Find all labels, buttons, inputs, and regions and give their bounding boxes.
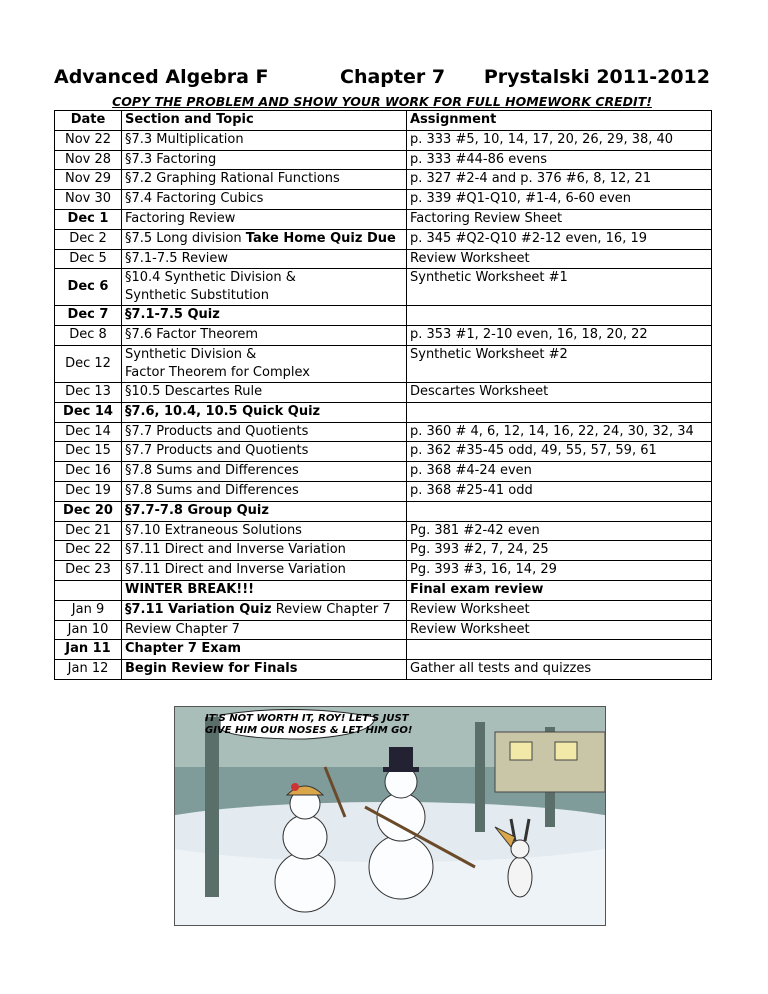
topic-text: Synthetic Division & bbox=[125, 346, 257, 362]
row-assignment: Gather all tests and quizzes bbox=[407, 660, 712, 680]
row-date: Dec 16 bbox=[55, 462, 122, 482]
table-row bbox=[55, 620, 712, 640]
table-row bbox=[55, 561, 712, 581]
row-assignment bbox=[407, 501, 712, 521]
header-topic: Section and Topic bbox=[122, 111, 407, 131]
row-topic bbox=[122, 481, 407, 501]
row-date: Nov 22 bbox=[55, 130, 122, 150]
table-row bbox=[55, 326, 712, 346]
row-topic bbox=[122, 326, 407, 346]
row-topic bbox=[122, 382, 407, 402]
table-row bbox=[55, 402, 712, 422]
row-topic bbox=[122, 660, 407, 680]
speech-line-1: IT'S NOT WORTH IT, ROY! LET'S JUST bbox=[205, 713, 409, 724]
row-assignment: Final exam review bbox=[407, 580, 712, 600]
row-topic bbox=[122, 620, 407, 640]
row-assignment: p. 345 #Q2-Q10 #2-12 even, 16, 19 bbox=[407, 229, 712, 249]
topic-bold-text: §7.6, 10.4, 10.5 Quick Quiz bbox=[125, 403, 321, 419]
row-assignment: Pg. 393 #3, 16, 14, 29 bbox=[407, 561, 712, 581]
row-assignment: p. 368 #25-41 odd bbox=[407, 481, 712, 501]
table-row bbox=[55, 580, 712, 600]
snowman-cartoon bbox=[174, 706, 606, 926]
table-row bbox=[55, 170, 712, 190]
speech-line-2: GIVE HIM OUR NOSES & LET HIM GO! bbox=[205, 725, 413, 736]
table-row bbox=[55, 462, 712, 482]
row-date bbox=[55, 580, 122, 600]
topic-text: §7.3 Factoring bbox=[125, 151, 217, 167]
topic-bold-text: §7.11 Variation Quiz bbox=[125, 601, 272, 617]
table-row bbox=[55, 382, 712, 402]
topic-text: §7.1-7.5 Review bbox=[125, 250, 229, 266]
row-topic bbox=[122, 229, 407, 249]
row-topic bbox=[122, 561, 407, 581]
row-date: Dec 8 bbox=[55, 326, 122, 346]
topic-text: §7.7 Products and Quotients bbox=[125, 423, 309, 439]
row-date: Dec 21 bbox=[55, 521, 122, 541]
topic-text: §7.11 Direct and Inverse Variation bbox=[125, 542, 346, 558]
row-topic bbox=[122, 521, 407, 541]
row-topic bbox=[122, 249, 407, 269]
row-assignment: p. 333 #44-86 evens bbox=[407, 150, 712, 170]
row-date: Dec 12 bbox=[55, 345, 122, 382]
row-date: Dec 14 bbox=[55, 402, 122, 422]
row-date: Jan 10 bbox=[55, 620, 122, 640]
header-date: Date bbox=[55, 111, 122, 131]
topic-text: Factoring Review bbox=[125, 210, 236, 226]
row-topic bbox=[122, 130, 407, 150]
row-date: Nov 30 bbox=[55, 190, 122, 210]
topic-text-line2: Factor Theorem for Complex bbox=[125, 364, 310, 380]
cartoon-illustration bbox=[175, 707, 605, 925]
table-row bbox=[55, 501, 712, 521]
row-topic bbox=[122, 150, 407, 170]
topic-bold-text: WINTER BREAK!!! bbox=[125, 581, 255, 597]
row-topic bbox=[122, 600, 407, 620]
row-date: Dec 7 bbox=[55, 306, 122, 326]
topic-text: §7.5 Long division bbox=[125, 230, 242, 246]
topic-bold-text: §7.7-7.8 Group Quiz bbox=[125, 502, 269, 518]
row-topic bbox=[122, 640, 407, 660]
row-assignment bbox=[407, 640, 712, 660]
table-row bbox=[55, 190, 712, 210]
topic-bold-text: Chapter 7 Exam bbox=[125, 641, 241, 657]
row-topic bbox=[122, 190, 407, 210]
table-row bbox=[55, 442, 712, 462]
table-row bbox=[55, 306, 712, 326]
topic-text: §7.7 Products and Quotients bbox=[125, 443, 309, 459]
topic-text: Review Chapter 7 bbox=[125, 621, 240, 637]
topic-text: §7.3 Multiplication bbox=[125, 131, 244, 147]
row-date: Nov 29 bbox=[55, 170, 122, 190]
page-header bbox=[54, 66, 710, 92]
topic-text: §10.4 Synthetic Division & bbox=[125, 270, 296, 286]
table-row bbox=[55, 229, 712, 249]
row-assignment: Synthetic Worksheet #1 bbox=[407, 269, 712, 306]
table-row bbox=[55, 209, 712, 229]
table-row bbox=[55, 422, 712, 442]
table-row bbox=[55, 541, 712, 561]
row-topic bbox=[122, 422, 407, 442]
row-topic bbox=[122, 170, 407, 190]
row-assignment: Descartes Worksheet bbox=[407, 382, 712, 402]
row-topic bbox=[122, 345, 407, 382]
topic-text: §7.8 Sums and Differences bbox=[125, 463, 299, 479]
row-assignment: Review Worksheet bbox=[407, 600, 712, 620]
topic-text: §7.4 Factoring Cubics bbox=[125, 191, 264, 207]
row-assignment: p. 368 #4-24 even bbox=[407, 462, 712, 482]
topic-bold-text: Take Home Quiz Due bbox=[245, 230, 396, 246]
teacher-year: Prystalski 2011-2012 bbox=[483, 66, 710, 88]
row-assignment: p. 327 #2-4 and p. 376 #6, 8, 12, 21 bbox=[407, 170, 712, 190]
row-assignment: Pg. 381 #2-42 even bbox=[407, 521, 712, 541]
row-assignment: Review Worksheet bbox=[407, 620, 712, 640]
row-topic bbox=[122, 541, 407, 561]
row-topic bbox=[122, 269, 407, 306]
row-date: Dec 14 bbox=[55, 422, 122, 442]
schedule-table bbox=[54, 110, 712, 680]
topic-text: §7.8 Sums and Differences bbox=[125, 482, 299, 498]
row-date: Dec 22 bbox=[55, 541, 122, 561]
row-date: Dec 23 bbox=[55, 561, 122, 581]
topic-text-line2: Synthetic Substitution bbox=[125, 288, 269, 304]
topic-bold-text: Begin Review for Finals bbox=[125, 661, 298, 677]
row-date: Jan 9 bbox=[55, 600, 122, 620]
row-topic bbox=[122, 209, 407, 229]
table-row bbox=[55, 600, 712, 620]
table-row bbox=[55, 481, 712, 501]
row-date: Nov 28 bbox=[55, 150, 122, 170]
row-assignment: p. 339 #Q1-Q10, #1-4, 6-60 even bbox=[407, 190, 712, 210]
table-row bbox=[55, 345, 712, 382]
table-row bbox=[55, 660, 712, 680]
row-topic bbox=[122, 580, 407, 600]
row-date: Dec 1 bbox=[55, 209, 122, 229]
row-topic bbox=[122, 402, 407, 422]
course-title: Advanced Algebra F bbox=[54, 66, 269, 88]
row-date: Dec 20 bbox=[55, 501, 122, 521]
row-date: Dec 15 bbox=[55, 442, 122, 462]
row-assignment: p. 353 #1, 2-10 even, 16, 18, 20, 22 bbox=[407, 326, 712, 346]
table-row bbox=[55, 269, 712, 306]
row-date: Jan 12 bbox=[55, 660, 122, 680]
table-row bbox=[55, 150, 712, 170]
row-topic bbox=[122, 462, 407, 482]
row-assignment bbox=[407, 306, 712, 326]
row-date: Dec 5 bbox=[55, 249, 122, 269]
table-row bbox=[55, 130, 712, 150]
topic-text: Review Chapter 7 bbox=[275, 601, 391, 617]
header-assignment: Assignment bbox=[407, 111, 712, 131]
row-assignment: Review Worksheet bbox=[407, 249, 712, 269]
topic-text: §7.10 Extraneous Solutions bbox=[125, 522, 302, 538]
table-row bbox=[55, 640, 712, 660]
table-header-row bbox=[55, 111, 712, 131]
table-row bbox=[55, 249, 712, 269]
table-row bbox=[55, 521, 712, 541]
row-date: Jan 11 bbox=[55, 640, 122, 660]
row-date: Dec 6 bbox=[55, 269, 122, 306]
topic-bold-text: §7.1-7.5 Quiz bbox=[125, 307, 220, 323]
row-date: Dec 2 bbox=[55, 229, 122, 249]
row-topic bbox=[122, 442, 407, 462]
instruction-banner: COPY THE PROBLEM AND SHOW YOUR WORK FOR FULL HOMEWORK CREDIT! bbox=[112, 94, 652, 109]
row-topic bbox=[122, 306, 407, 326]
row-assignment: p. 333 #5, 10, 14, 17, 20, 26, 29, 38, 40 bbox=[407, 130, 712, 150]
row-date: Dec 19 bbox=[55, 481, 122, 501]
row-assignment: Factoring Review Sheet bbox=[407, 209, 712, 229]
topic-text: §7.6 Factor Theorem bbox=[125, 327, 259, 343]
row-assignment: p. 360 # 4, 6, 12, 14, 16, 22, 24, 30, 32, 34 bbox=[407, 422, 712, 442]
row-assignment: p. 362 #35-45 odd, 49, 55, 57, 59, 61 bbox=[407, 442, 712, 462]
chapter-title: Chapter 7 bbox=[340, 66, 446, 88]
row-assignment bbox=[407, 402, 712, 422]
row-topic bbox=[122, 501, 407, 521]
row-assignment: Pg. 393 #2, 7, 24, 25 bbox=[407, 541, 712, 561]
topic-text: §10.5 Descartes Rule bbox=[125, 383, 263, 399]
row-date: Dec 13 bbox=[55, 382, 122, 402]
topic-text: §7.11 Direct and Inverse Variation bbox=[125, 562, 346, 578]
topic-text: §7.2 Graphing Rational Functions bbox=[125, 171, 340, 187]
row-assignment: Synthetic Worksheet #2 bbox=[407, 345, 712, 382]
